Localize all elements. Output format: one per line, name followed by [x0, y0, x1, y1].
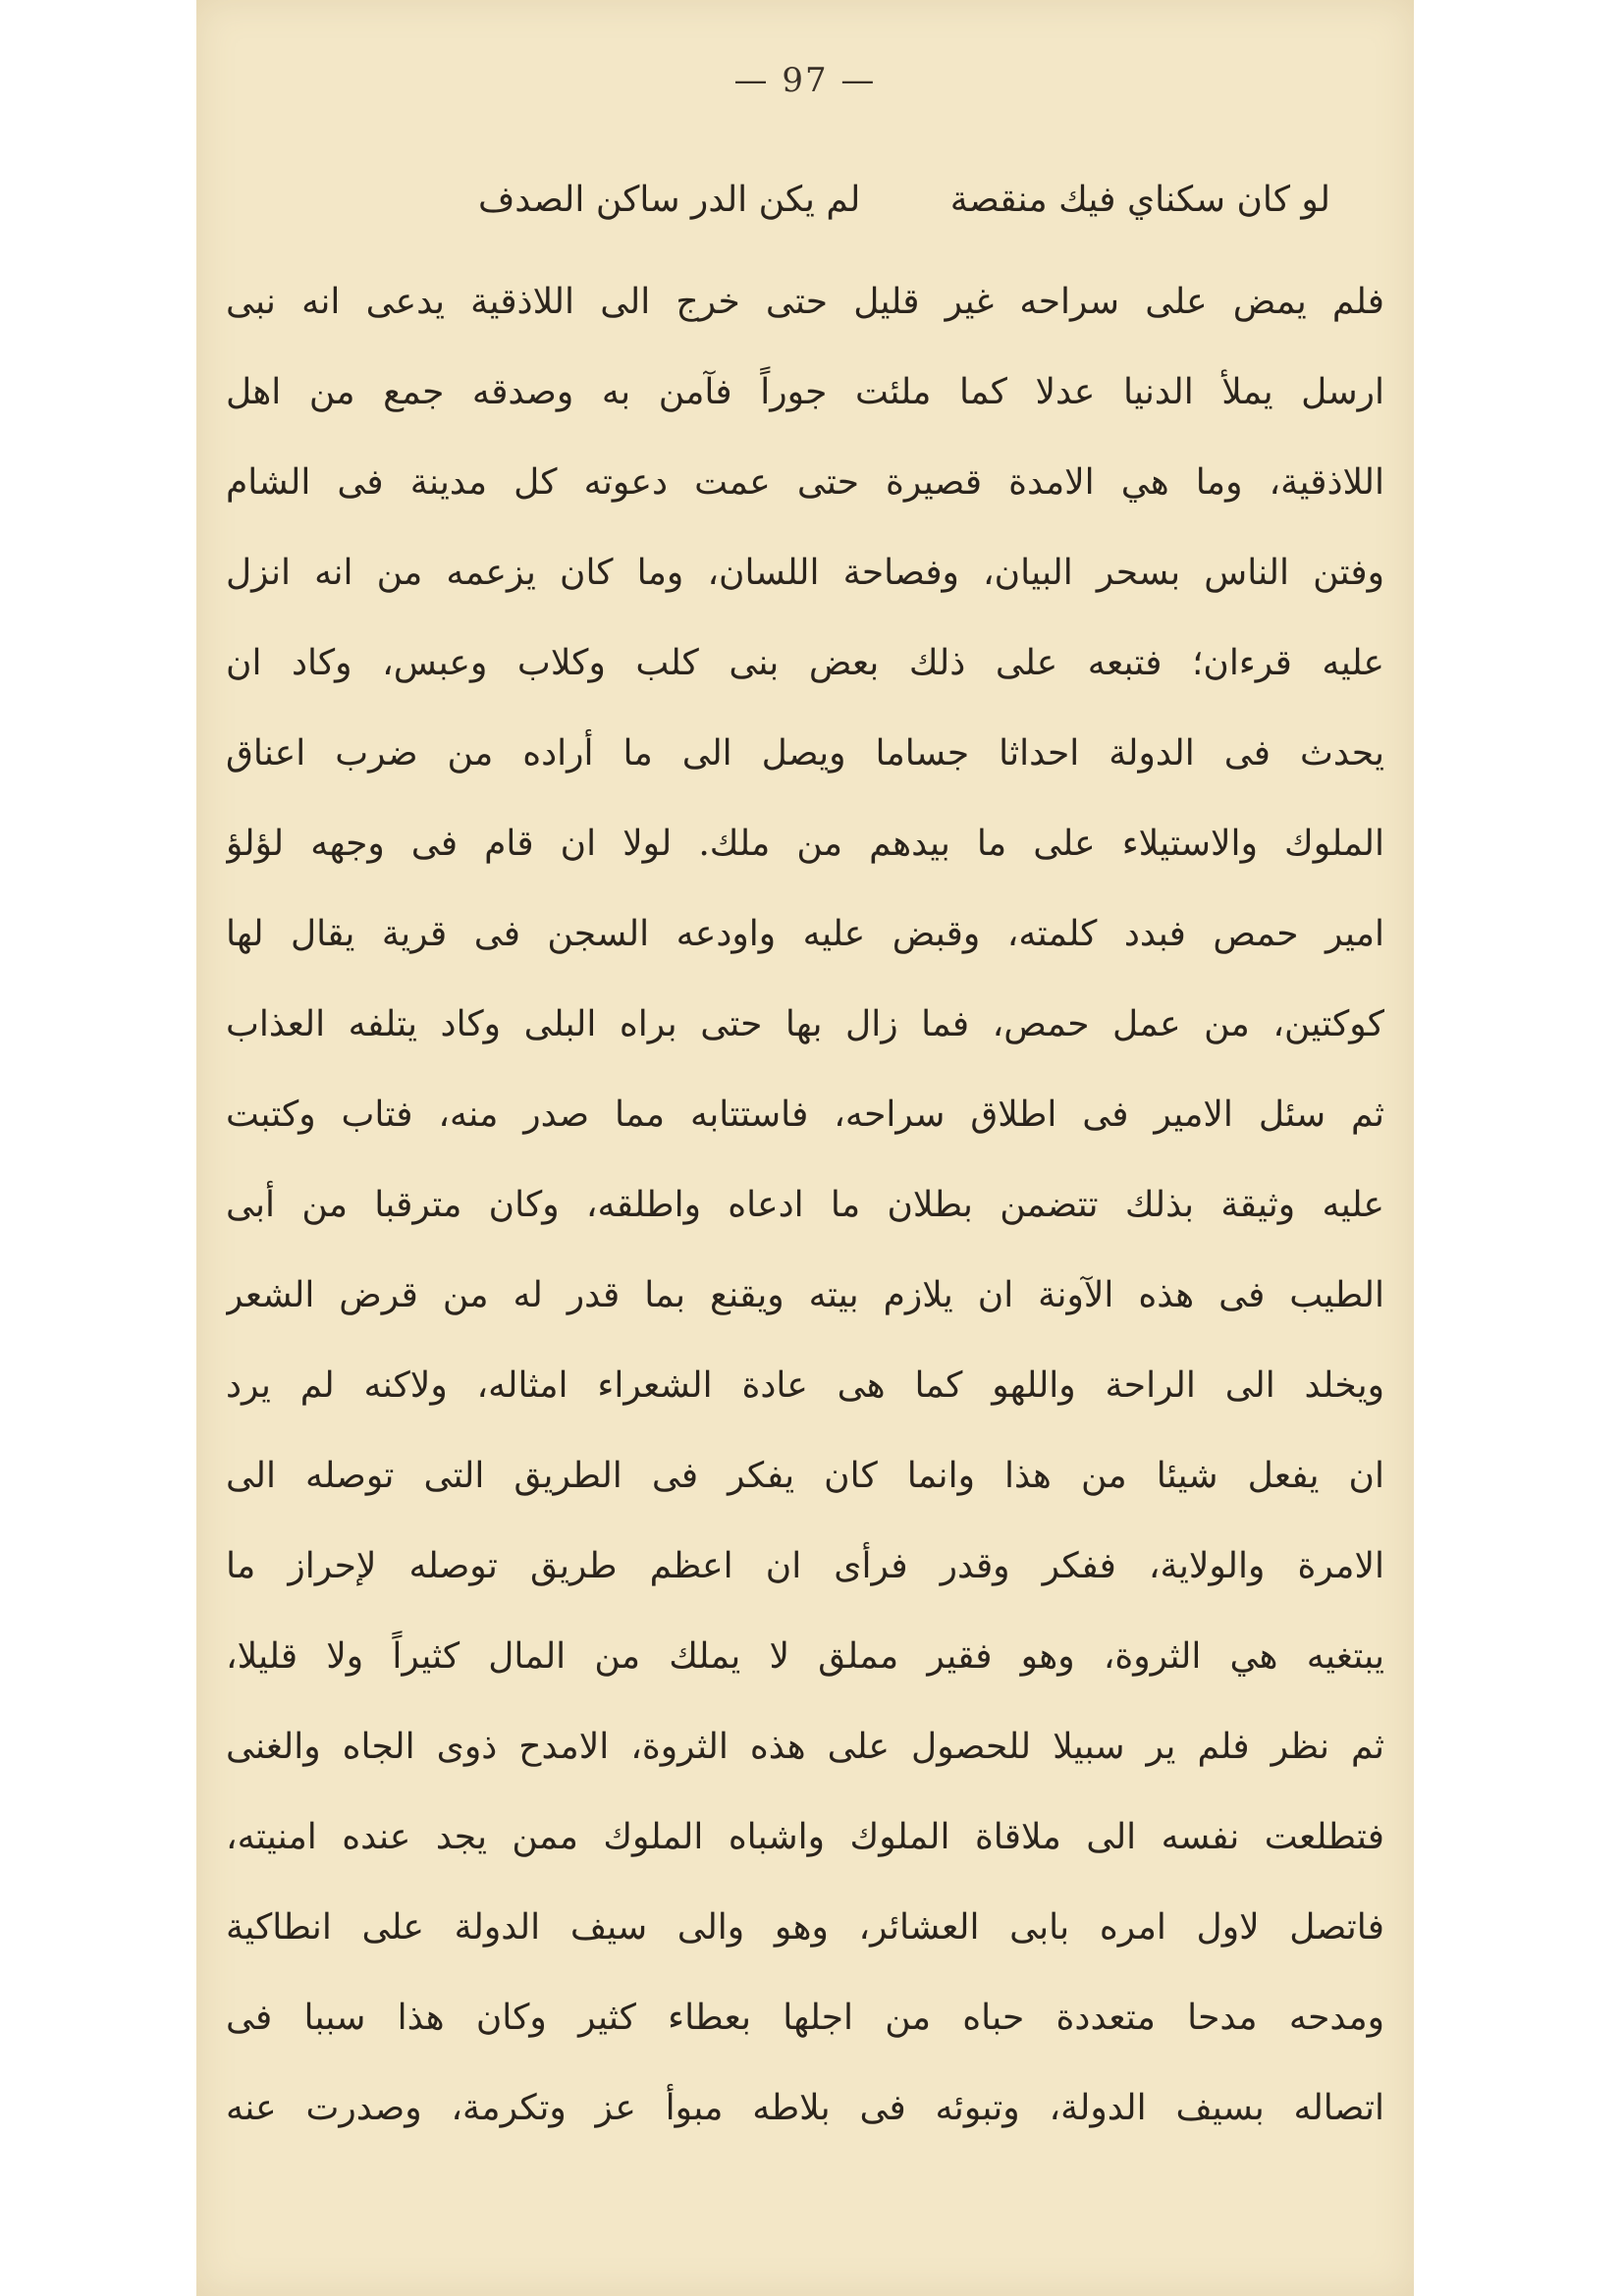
- text-line: الطيب فى هذه الآونة ان يلازم بيته ويقنع بما قدر له من قرض الشعر: [226, 1275, 1384, 1315]
- text-line: كوكتين، من عمل حمص، فما زال بها حتى براه البلى وكاد يتلفه العذاب: [226, 1004, 1384, 1044]
- page-number: — 97 —: [733, 61, 877, 100]
- text-line: فلم يمض على سراحه غير قليل حتى خرج الى اللاذقية يدعى انه نبى: [226, 282, 1384, 322]
- text-line: وفتن الناس بسحر البيان، وفصاحة اللسان، وما كان يزعمه من انه انزل: [226, 553, 1384, 593]
- text-line: الامرة والولاية، ففكر وقدر فرأى ان اعظم طريق توصله لإحراز ما: [226, 1546, 1384, 1586]
- text-line: عليه وثيقة بذلك تتضمن بطلان ما ادعاه واطلقه، وكان مترقبا من أبى: [226, 1185, 1384, 1225]
- poem-verse: [324, 165, 1330, 236]
- text-line: امير حمص فبدد كلمته، وقبض عليه واودعه السجن فى قرية يقال لها: [226, 914, 1384, 954]
- text-line: اللاذقية، وما هي الامدة قصيرة حتى عمت دعوته كل مدينة فى الشام: [226, 462, 1384, 503]
- text-line: اتصاله بسيف الدولة، وتبوئه فى بلاطه مبوأ عز وتكرمة، وصدرت عنه: [226, 2088, 1384, 2128]
- verse-hemistich-second: لم يكن الدر ساكن الصدف: [477, 180, 861, 220]
- text-line: الملوك والاستيلاء على ما بيدهم من ملك. لولا ان قام فى وجهه لؤلؤ: [226, 824, 1384, 864]
- text-line: عليه قرءان؛ فتبعه على ذلك بعض بنى كلب وكلاب وعبس، وكاد ان: [226, 643, 1384, 683]
- text-line: ان يفعل شيئا من هذا وانما كان يفكر فى الطريق التى توصله الى: [226, 1456, 1384, 1496]
- text-line: يبتغيه هي الثروة، وهو فقير مملق لا يملك من المال كثيراً ولا قليلا،: [226, 1636, 1384, 1677]
- body-paragraph: [226, 257, 1384, 2154]
- text-line: ارسل يملأ الدنيا عدلا كما ملئت جوراً فآمن به وصدقه جمع من اهل: [226, 372, 1384, 412]
- text-line: يحدث فى الدولة احداثا جساما ويصل الى ما أراده من ضرب اعناق: [226, 733, 1384, 774]
- verse-hemistich-first: لو كان سكناي فيك منقصة: [949, 180, 1330, 220]
- text-line: ومدحه مدحا متعددة حباه من اجلها بعطاء كثير وكان هذا سببا فى: [226, 1998, 1384, 2038]
- book-page: [196, 0, 1414, 2296]
- text-line: ثم سئل الامير فى اطلاق سراحه، فاستتابه مما صدر منه، فتاب وكتبت: [226, 1095, 1384, 1135]
- text-line: فاتصل لاول امره بابى العشائر، وهو والى سيف الدولة على انطاكية: [226, 1907, 1384, 1948]
- text-line: فتطلعت نفسه الى ملاقاة الملوك واشباه الملوك ممن يجد عنده امنيته،: [226, 1817, 1384, 1857]
- text-line: ثم نظر فلم ير سبيلا للحصول على هذه الثروة، الامدح ذوى الجاه والغنى: [226, 1727, 1384, 1767]
- text-line: ويخلد الى الراحة واللهو كما هى عادة الشعراء امثاله، ولاكنه لم يرد: [226, 1365, 1384, 1406]
